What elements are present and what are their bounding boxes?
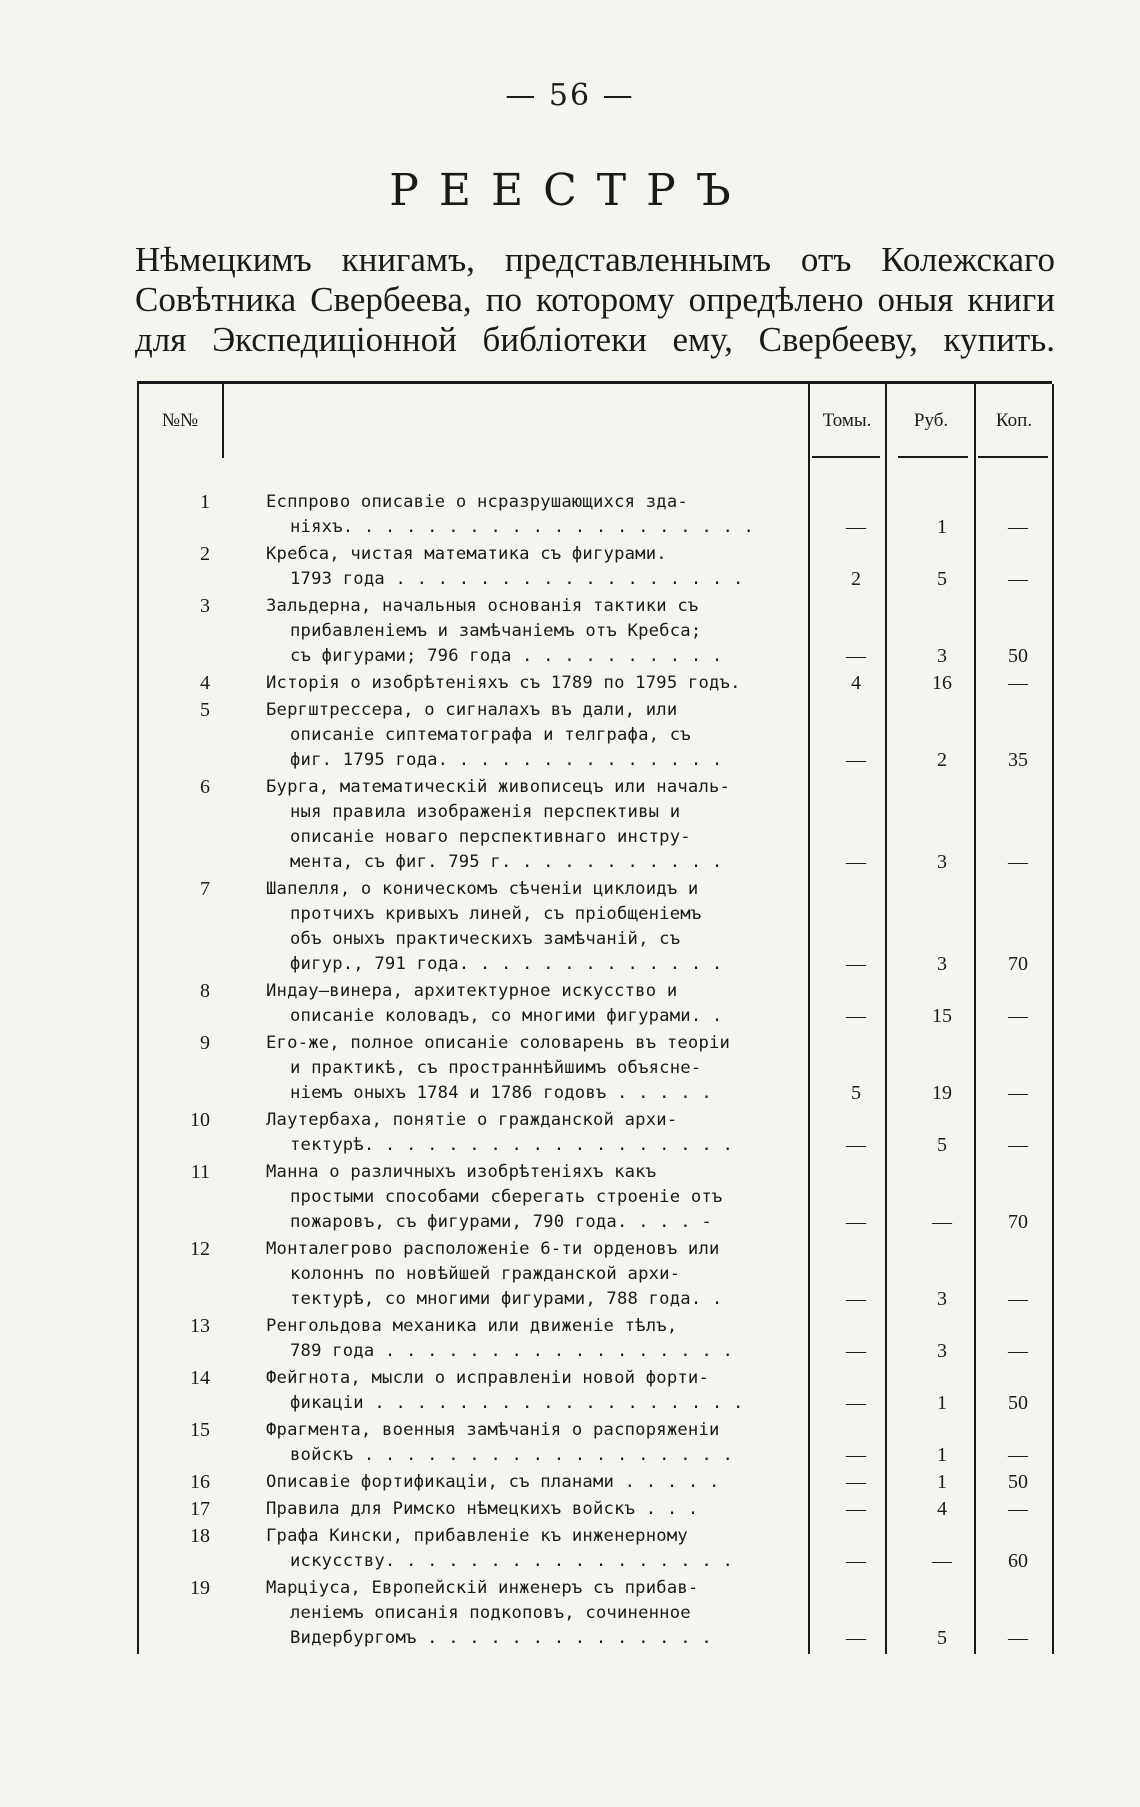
rubles-value: — [932,1211,952,1233]
kopecks-value: — [1008,568,1028,590]
description-line: 789 года . . . . . . . . . . . . . . . . . [290,1341,734,1361]
description-line: описаніе сиптематографа и телграфа, съ [290,725,691,745]
description-line: Ренгольдова механика или движеніе тѣлъ, [266,1316,678,1336]
table-row [0,979,1140,1029]
row-number: 10 [190,1109,210,1131]
description-line: Фейгнота, мысли о исправленіи новой форти- [266,1368,710,1388]
volumes-value: 2 [851,568,861,590]
col-header-volumes: Томы. [822,410,872,431]
row-description [266,1314,800,1364]
kopecks-value: 70 [1008,1211,1028,1233]
rubles-value: 4 [937,1498,947,1520]
row-description [266,1576,800,1651]
description-line: и практикѣ, съ пространнѣйшимъ объясне- [290,1058,702,1078]
table-row [0,1576,1140,1651]
row-description [266,698,800,773]
rubles-value: 3 [937,953,947,975]
table-row [0,1497,1140,1522]
row-number: 16 [190,1471,210,1493]
description-line: фиг. 1795 года. . . . . . . . . . . . . . [290,750,723,770]
description-line: Графа Кински, прибавленіе къ инженерному [266,1526,688,1546]
description-line: ныя правила изображенія перспективы и [290,802,681,822]
col-header-kopecks: Коп. [995,410,1033,431]
description-line: описаніе новаго перспективнаго инстру- [290,827,691,847]
kopecks-value: — [1008,1005,1028,1027]
table-row [0,1237,1140,1312]
kopecks-value: — [1008,1082,1028,1104]
volumes-value: — [846,1392,866,1414]
description-line: Видербургомъ . . . . . . . . . . . . . . [290,1628,712,1648]
row-number: 5 [200,699,210,721]
row-number: 11 [190,1161,210,1183]
rubles-value: 5 [937,1627,947,1649]
row-number: 19 [190,1577,210,1599]
description-line: леніемъ описанія подкоповъ, сочиненное [290,1603,691,1623]
volumes-value: — [846,1340,866,1362]
table-row [0,698,1140,773]
volumes-value: 4 [851,672,861,694]
row-number: 15 [190,1419,210,1441]
rubles-value: 3 [937,645,947,667]
table-row [0,877,1140,977]
description-line: фикаціи . . . . . . . . . . . . . . . . . . [290,1393,744,1413]
subtitle-line: Нѣмецкимъ книгамъ, представленнымъ отъ Колежскаго [135,240,1055,279]
table-row [0,594,1140,669]
kopecks-value: — [1008,1340,1028,1362]
table-row [0,1366,1140,1416]
row-number: 3 [200,595,210,617]
rubles-value: 15 [932,1005,952,1027]
description-line: описаніе коловадъ, со многими фигурами. . [290,1006,723,1026]
table-row [0,1470,1140,1495]
description-line: Манна о различныхъ изобрѣтеніяхъ какъ [266,1162,657,1182]
kopecks-value: — [1008,1498,1028,1520]
register-subtitle [135,240,1055,360]
row-description [266,979,800,1029]
row-description [266,594,800,669]
row-number: 13 [190,1315,210,1337]
rubles-value: 5 [937,568,947,590]
header-rule [812,456,880,458]
table-row [0,671,1140,696]
description-line: ніяхъ. . . . . . . . . . . . . . . . . . . . [290,517,755,537]
kopecks-value: 70 [1008,953,1028,975]
rubles-value: 2 [937,749,947,771]
kopecks-value: — [1008,1444,1028,1466]
table-row [0,1160,1140,1235]
row-number: 12 [190,1238,210,1260]
table-row [0,1314,1140,1364]
row-number: 4 [200,672,210,694]
description-line: простыми способами сберегать строеніе отъ [290,1187,723,1207]
description-line: Зальдерна, начальныя основанія тактики съ [266,596,699,616]
row-description [266,490,800,540]
description-line: войскъ . . . . . . . . . . . . . . . . . . [290,1445,734,1465]
table-row [0,490,1140,540]
volumes-value: — [846,1134,866,1156]
kopecks-value: 35 [1008,749,1028,771]
row-description [266,1497,800,1522]
description-line: Описавіе фортификаціи, съ планами . . . . . [266,1472,720,1492]
kopecks-value: 50 [1008,1471,1028,1493]
rubles-value: 3 [937,1340,947,1362]
description-line: Монталегрово расположеніе 6-ти орденовъ или [266,1239,720,1259]
rubles-value: 3 [937,1288,947,1310]
description-line: Фрагмента, военныя замѣчанія о распоряженіи [266,1420,720,1440]
row-number: 1 [200,491,210,513]
table-row [0,1031,1140,1106]
description-line: прибавленіемъ и замѣчаніемъ отъ Кребса; [290,621,702,641]
row-description [266,1031,800,1106]
description-line: 1793 года . . . . . . . . . . . . . . . . . [290,569,744,589]
row-description [266,671,800,696]
row-description [266,1366,800,1416]
volumes-value: — [846,749,866,771]
table-row [0,775,1140,875]
kopecks-value: 60 [1008,1550,1028,1572]
kopecks-value: — [1008,516,1028,538]
row-number: 17 [190,1498,210,1520]
row-number: 8 [200,980,210,1002]
description-line: Есппрово описавіе о нсразрушающихся зда- [266,492,688,512]
volumes-value: — [846,1444,866,1466]
volumes-value: — [846,851,866,873]
rubles-value: 1 [937,1392,947,1414]
kopecks-value: — [1008,1288,1028,1310]
rubles-value: 19 [932,1082,952,1104]
row-description [266,1108,800,1158]
description-line: Исторія о изобрѣтеніяхъ съ 1789 по 1795 годъ. [266,673,741,693]
row-description [266,775,800,875]
description-line: Его-же, полное описаніе соловарень въ теоріи [266,1033,731,1053]
row-description [266,1418,800,1468]
volumes-value: — [846,1627,866,1649]
description-line: Шапелля, о коническомъ сѣченіи циклоидъ и [266,879,699,899]
rubles-value: 5 [937,1134,947,1156]
description-line: Марціуса, Европейскій инженеръ съ прибав- [266,1578,699,1598]
description-line: мента, съ фиг. 795 г. . . . . . . . . . . [290,852,723,872]
volumes-value: 5 [851,1082,861,1104]
row-number: 7 [200,878,210,900]
volumes-value: — [846,516,866,538]
description-line: Бурга, математическій живописецъ или началь- [266,777,731,797]
table-row [0,542,1140,592]
table-row [0,1418,1140,1468]
col-header-rubles: Руб. [913,410,949,431]
description-line: ніемъ оныхъ 1784 и 1786 годовъ . . . . . [290,1083,712,1103]
table-row [0,1108,1140,1158]
kopecks-value: — [1008,1134,1028,1156]
description-line: съ фигурами; 796 года . . . . . . . . . . [290,646,723,666]
rubles-value: 3 [937,851,947,873]
table-row [0,1524,1140,1574]
description-line: тектурѣ, со многими фигурами, 788 года. . [290,1289,723,1309]
description-line: колоннъ по новѣйшей гражданской архи- [290,1264,681,1284]
row-number: 18 [190,1525,210,1547]
description-line: Лаутербаха, понятіе о гражданской архи- [266,1110,678,1130]
rubles-value: 16 [932,672,952,694]
header-rule [978,456,1048,458]
page-number: — 56 — [505,78,635,113]
row-description [266,1470,800,1495]
description-line: объ оныхъ практическихъ замѣчаній, съ [290,929,681,949]
description-line: фигур., 791 года. . . . . . . . . . . . . [290,954,723,974]
subtitle-line: для Экспедиціонной библіотеки ему, Свербееву, купить. [135,320,1055,359]
row-number: 6 [200,776,210,798]
row-description [266,1524,800,1574]
row-description [266,542,800,592]
header-rule [898,456,968,458]
description-line: Индау—винера, архитектурное искусство и [266,981,678,1001]
column-rule [222,384,224,458]
register-title: РЕЕСТРЪ [389,165,751,216]
rubles-value: — [932,1550,952,1572]
volumes-value: — [846,1211,866,1233]
rubles-value: 1 [937,1444,947,1466]
description-line: протчихъ кривыхъ линей, съ пріобщеніемъ [290,904,702,924]
description-line: пожаровъ, съ фигурами, 790 года. . . . - [290,1212,712,1232]
row-number: 9 [200,1032,210,1054]
kopecks-value: 50 [1008,645,1028,667]
description-line: Кребса, чистая математика съ фигурами. [266,544,667,564]
volumes-value: — [846,1550,866,1572]
kopecks-value: — [1008,1627,1028,1649]
volumes-value: — [846,953,866,975]
row-description [266,877,800,977]
table-top-rule [137,381,1052,384]
volumes-value: — [846,1498,866,1520]
volumes-value: — [846,645,866,667]
volumes-value: — [846,1288,866,1310]
col-header-number: №№ [161,410,199,431]
subtitle-line: Совѣтника Свербеева, по которому опредѣлено оныя книги [135,280,1055,319]
volumes-value: — [846,1005,866,1027]
volumes-value: — [846,1471,866,1493]
row-description [266,1237,800,1312]
description-line: тектурѣ. . . . . . . . . . . . . . . . . . [290,1135,734,1155]
kopecks-value: — [1008,851,1028,873]
row-number: 14 [190,1367,210,1389]
kopecks-value: 50 [1008,1392,1028,1414]
kopecks-value: — [1008,672,1028,694]
description-line: искусству. . . . . . . . . . . . . . . . . [290,1551,734,1571]
row-number: 2 [200,543,210,565]
rubles-value: 1 [937,516,947,538]
description-line: Бергштрессера, о сигналахъ въ дали, или [266,700,678,720]
description-line: Правила для Римско нѣмецкихъ войскъ . . . [266,1499,699,1519]
row-description [266,1160,800,1235]
rubles-value: 1 [937,1471,947,1493]
